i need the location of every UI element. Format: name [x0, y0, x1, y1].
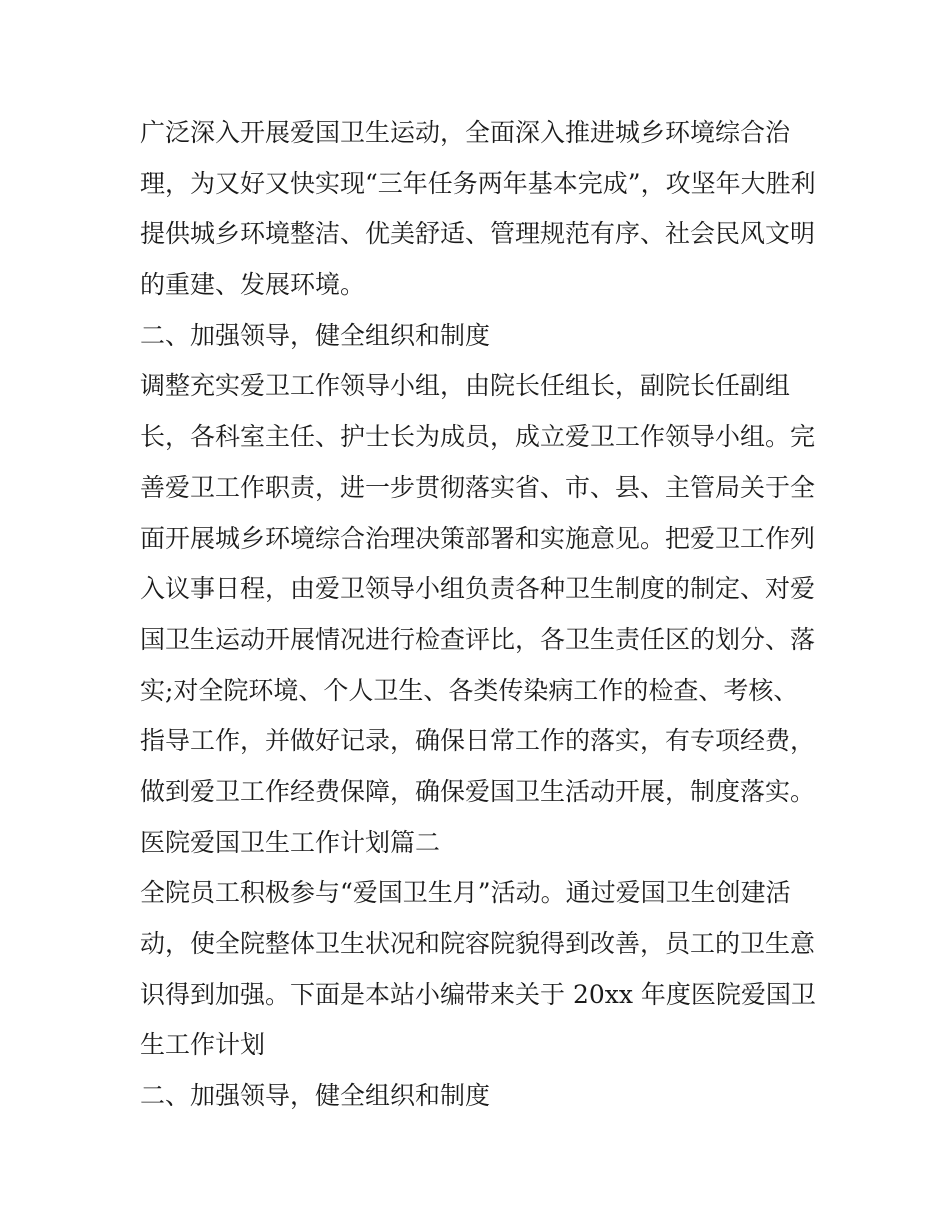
- body-text-line: 广泛深入开展爱国卫生运动，全面深入推进城乡环境综合治: [140, 118, 791, 147]
- body-text-line: 善爱卫工作职责，进一步贯彻落实省、市、县、主管局关于全: [140, 472, 816, 502]
- body-text-line: 长，各科室主任、护士长为成员，成立爱卫工作领导小组。完: [140, 422, 816, 452]
- body-text-line: 生工作计划: [140, 1030, 266, 1060]
- section-heading: 二、加强领导，健全组织和制度: [140, 1081, 491, 1111]
- body-text-line: 调整充实爱卫工作领导小组，由院长任组长，副院长任副组: [140, 371, 791, 401]
- body-text-line: 指导工作，并做好记录，确保日常工作的落实，有专项经费，: [140, 726, 816, 756]
- article-title: 医院爱国卫生工作计划篇二: [140, 827, 441, 857]
- body-text-line: 的重建、发展环境。: [140, 270, 366, 300]
- body-text-line: 识得到加强。下面是本站小编带来关于 20xx 年度医院爱国卫: [140, 979, 816, 1009]
- body-text-line: 提供城乡环境整洁、优美舒适、管理规范有序、社会民风文明: [140, 219, 816, 249]
- body-text-line: 全院员工积极参与“爱国卫生月”活动。通过爱国卫生创建活: [140, 878, 791, 908]
- body-text-line: 国卫生运动开展情况进行检查评比，各卫生责任区的划分、落: [140, 624, 816, 654]
- body-text-line: 动，使全院整体卫生状况和院容院貌得到改善，员工的卫生意: [140, 929, 816, 958]
- body-text-line: 理，为又好又快实现“三年任务两年基本完成”，攻坚年大胜利: [140, 168, 816, 198]
- document-body: [140, 108, 830, 1122]
- body-text-line: 做到爱卫工作经费保障，确保爱国卫生活动开展，制度落实。: [140, 776, 816, 806]
- body-text-line: 实;对全院环境、个人卫生、各类传染病工作的检查、考核、: [140, 675, 799, 705]
- body-text-line: 面开展城乡环境综合治理决策部署和实施意见。把爱卫工作列: [140, 523, 816, 553]
- section-heading: 二、加强领导，健全组织和制度: [140, 320, 491, 350]
- body-text-line: 入议事日程，由爱卫领导小组负责各种卫生制度的制定、对爱: [140, 574, 816, 604]
